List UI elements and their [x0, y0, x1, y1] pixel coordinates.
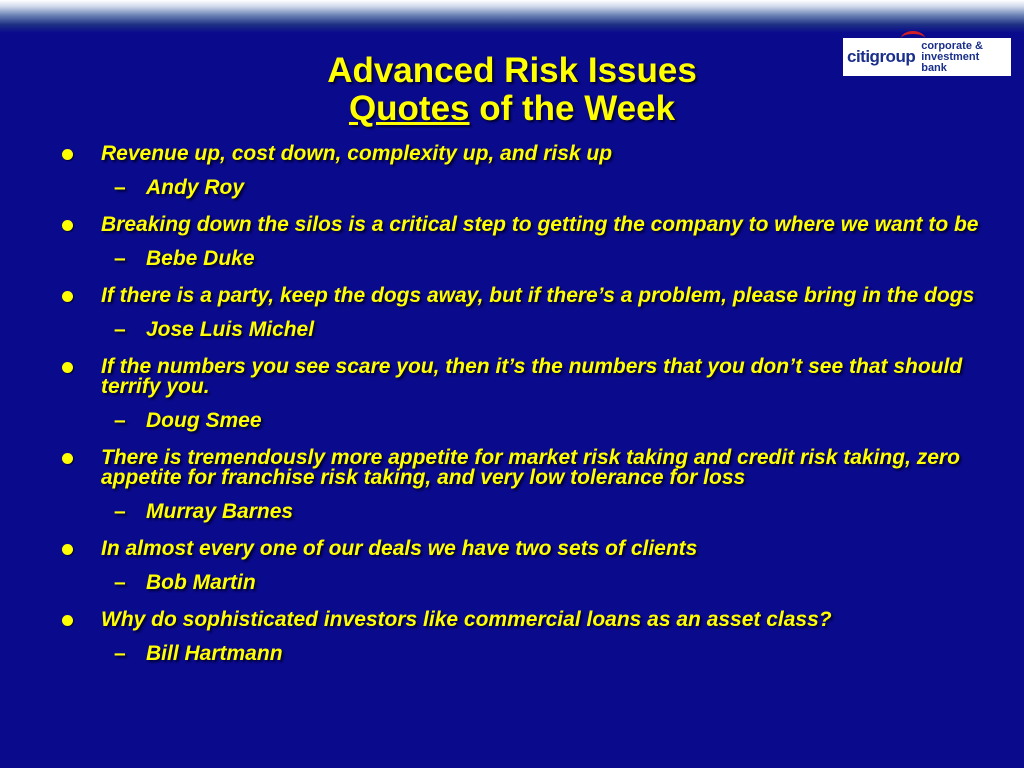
author-name: Bob Martin [146, 571, 256, 594]
logo-tagline-line1: corporate & [921, 39, 983, 52]
quote-text: In almost every one of our deals we have two sets of clients [101, 537, 698, 560]
author-name: Murray Barnes [146, 500, 294, 523]
bullet-icon [62, 615, 73, 626]
slide-title [0, 52, 1024, 128]
quote-author [0, 644, 1024, 664]
bullet-icon [62, 453, 73, 464]
top-gradient-band [0, 0, 1024, 33]
bullet-icon [62, 220, 73, 231]
logo-brand: citigroup [847, 47, 916, 66]
quote-author [0, 573, 1024, 593]
quote-text: If the numbers you see scare you, then it’s the numbers that you don’t see that should terrify you. [101, 355, 963, 398]
author-name: Bebe Duke [146, 247, 255, 270]
quote-author [0, 411, 1024, 431]
quote-list [0, 144, 1024, 681]
quote-text: Revenue up, cost down, complexity up, and risk up [101, 142, 613, 165]
author-name: Andy Roy [146, 176, 245, 199]
quote-text: Why do sophisticated investors like commercial loans as an asset class? [101, 608, 832, 631]
quote-text: If there is a party, keep the dogs away, but if there’s a problem, please bring in the dogs [101, 284, 975, 307]
quote-item [0, 286, 1024, 306]
quote-author [0, 178, 1024, 198]
title-line2-rest: of the Week [469, 89, 676, 128]
bullet-icon [62, 291, 73, 302]
quote-author [0, 320, 1024, 340]
author-name: Jose Luis Michel [146, 318, 315, 341]
quote-item [0, 448, 1024, 488]
quote-item [0, 357, 1024, 397]
dash-icon: – [114, 176, 126, 199]
dash-icon: – [114, 409, 126, 432]
quote-item [0, 215, 1024, 235]
dash-icon: – [114, 642, 126, 665]
author-name: Bill Hartmann [146, 642, 283, 665]
title-line2 [0, 90, 1024, 128]
dash-icon: – [114, 318, 126, 341]
logo-tagline-line2: investment bank [921, 50, 980, 74]
quote-author [0, 502, 1024, 522]
dash-icon: – [114, 571, 126, 594]
title-line1: Advanced Risk Issues [327, 51, 697, 90]
quote-text: Breaking down the silos is a critical step to getting the company to where we want to be [101, 213, 979, 236]
umbrella-arc-icon [901, 31, 925, 46]
quote-item [0, 144, 1024, 164]
title-underlined-word: Quotes [348, 89, 470, 128]
bullet-icon [62, 544, 73, 555]
quote-author [0, 249, 1024, 269]
quote-text: There is tremendously more appetite for market risk taking and credit risk taking, zero appetite for franchise risk taking, and very low tolerance for loss [101, 446, 960, 489]
dash-icon: – [114, 247, 126, 270]
dash-icon: – [114, 500, 126, 523]
author-name: Doug Smee [146, 409, 262, 432]
quote-item [0, 539, 1024, 559]
bullet-icon [62, 149, 73, 160]
bullet-icon [62, 362, 73, 373]
quote-item [0, 610, 1024, 630]
